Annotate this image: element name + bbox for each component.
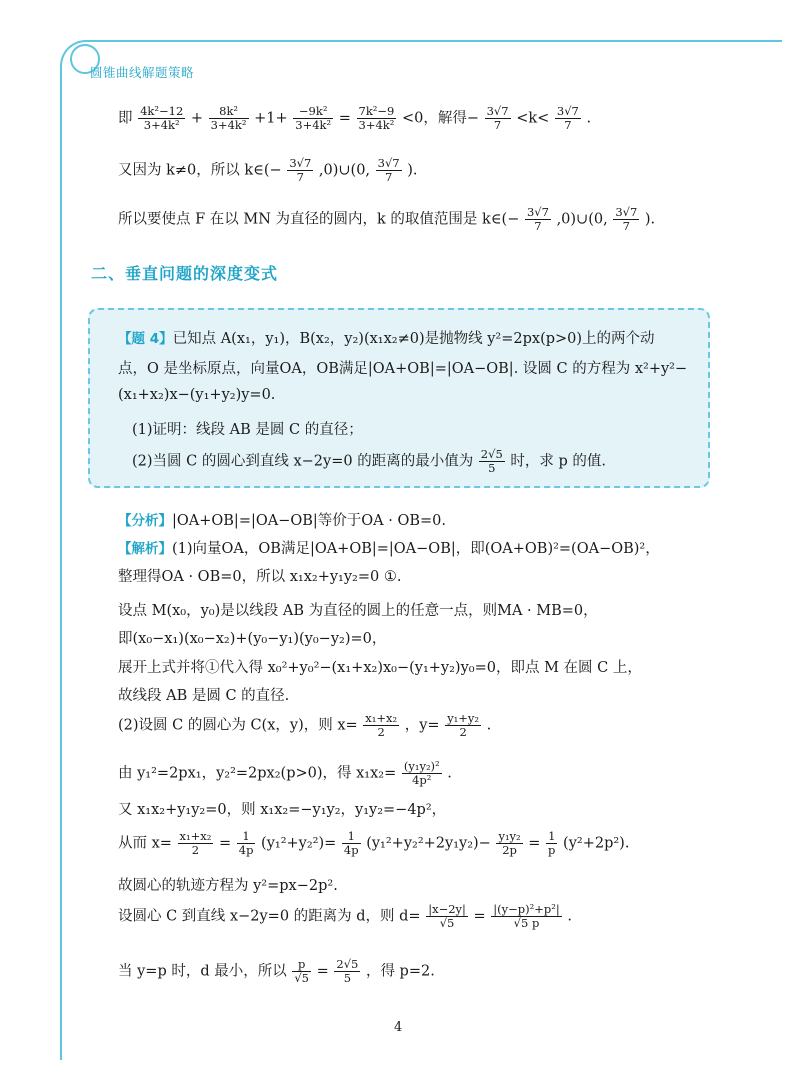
solution-line-8 — [118, 760, 452, 787]
text: +1+ — [254, 110, 288, 127]
text: ，得 p=2. — [365, 963, 435, 980]
problem-tag: 【题 4】 — [118, 331, 173, 347]
text: 已知点 A(x₁，y₁)，B(x₂，y₂)(x₁x₂≠0)是抛物线 y²=2px(p>0)上的两个动 — [172, 331, 655, 347]
fraction: $\frac{\text{x₁+x₂}}{2}$ — [365, 711, 398, 739]
solution-line-9: 又 x₁x₂+y₁y₂=0，则 x₁x₂=−y₁y₂，y₁y₂=−4p²， — [118, 802, 447, 818]
solution-line-13 — [118, 958, 435, 985]
text: . — [586, 110, 592, 127]
text: ). — [407, 162, 418, 179]
fraction: $\frac{\text{(y₁y₂)²}}{\text{4p²}}$ — [403, 759, 440, 787]
fraction: $\frac{p}{√5}$ — [294, 957, 309, 985]
text-line-2 — [118, 157, 418, 184]
text: = — [528, 835, 541, 852]
text: ,0)∪(0, — [318, 162, 371, 179]
text: (1)向量OA，OB满足|OA+OB|=|OA−OB|，即(OA+OB)²=(OA−OB)²， — [172, 541, 660, 557]
text: |OA+OB|=|OA−OB|等价于OA · OB=0. — [172, 513, 447, 529]
text: (2)当圆 C 的圆心到直线 x−2y=0 的距离的最小值为 — [132, 453, 474, 470]
solution-line-3: 设点 M(x₀，y₀)是以线段 AB 为直径的圆上的任意一点，则MA · MB=0， — [118, 603, 598, 619]
running-header: 圆锥曲线解题策略 — [90, 65, 195, 80]
fraction: $\frac{2√5}{5}$ — [336, 957, 359, 985]
solution-line-4: 即(x₀−x₁)(x₀−x₂)+(y₀−y₁)(y₀−y₂)=0， — [118, 631, 387, 647]
problem-question-1: (1)证明：线段 AB 是圆 C 的直径； — [132, 422, 363, 438]
text: ，y= — [404, 717, 440, 734]
fraction: $\frac{\text{4k²−12}}{\text{3+4k²}}$ — [140, 104, 184, 132]
text: = — [338, 110, 351, 127]
solution-tag: 【解析】 — [118, 541, 172, 557]
text: (y₁²+y₂²)= — [261, 835, 337, 852]
solution-line-12 — [118, 903, 572, 930]
fraction: $\frac{\text{|(y−p)²+p²|}}{√5 p}$ — [493, 902, 560, 930]
problem-line-1 — [118, 327, 655, 348]
text: 所以要使点 F 在以 MN 为直径的圆内，k 的取值范围是 k∈(− — [118, 211, 520, 228]
text: 当 y=p 时，d 最小，所以 — [118, 963, 287, 980]
fraction: $\frac{3√7}{7}$ — [289, 156, 312, 184]
fraction: $\frac{3√7}{7}$ — [556, 104, 579, 132]
fraction: $\frac{\text{x₁+x₂}}{2}$ — [179, 829, 212, 857]
fraction: $\frac{\text{y₁y₂}}{2p}$ — [498, 829, 521, 857]
text-line-3 — [118, 206, 655, 233]
text: . — [447, 765, 452, 782]
analysis-tag: 【分析】 — [118, 513, 172, 529]
solution-line-2: 整理得OA · OB=0，所以 x₁x₂+y₁y₂=0 ①. — [118, 569, 402, 585]
fraction: $\frac{\text{8k²}}{\text{3+4k²}}$ — [210, 104, 247, 132]
text: + — [190, 110, 204, 127]
fraction: $\frac{1}{4p}$ — [238, 829, 254, 857]
text: . — [486, 717, 492, 734]
fraction: $\frac{1}{p}$ — [548, 829, 556, 857]
text: (y²+2p²). — [563, 835, 630, 852]
text: = — [473, 908, 486, 925]
problem-question-2 — [132, 448, 606, 475]
fraction: $\frac{2√5}{5}$ — [480, 447, 503, 475]
text-line-1 — [118, 105, 591, 132]
text: 设圆心 C 到直线 x−2y=0 的距离为 d，则 d= — [118, 908, 421, 925]
text: 时，求 p 的值. — [510, 453, 606, 470]
fraction: $\frac{\text{y₁+y₂}}{2}$ — [447, 711, 480, 739]
text: 从而 x= — [118, 835, 172, 852]
text: 即 — [118, 110, 133, 127]
solution-line-1 — [118, 537, 660, 558]
fraction: $\frac{|x-2y|}{√5}$ — [428, 902, 466, 930]
problem-line-2: 点，O 是坐标原点，向量OA，OB满足|OA+OB|=|OA−OB|. 设圆 C 的方程为 x²+y²− — [118, 361, 688, 377]
problem-line-3: (x₁+x₂)x−(y₁+y₂)y=0. — [118, 387, 276, 403]
solution-line-5: 展开上式并将①代入得 x₀²+y₀²−(x₁+x₂)x₀−(y₁+y₂)y₀=0，即点 M 在圆 C 上， — [118, 660, 642, 676]
fraction: $\frac{3√7}{7}$ — [526, 205, 549, 233]
text: (y₁²+y₂²+2y₁y₂)− — [366, 835, 491, 852]
fraction: $\frac{\text{7k²−9}}{\text{3+4k²}}$ — [358, 104, 395, 132]
text: 由 y₁²=2px₁，y₂²=2px₂(p>0)，得 x₁x₂= — [118, 765, 397, 782]
solution-line-6: 故线段 AB 是圆 C 的直径. — [118, 688, 290, 704]
text: = — [218, 835, 232, 852]
section-title: 二、垂直问题的深度变式 — [91, 264, 279, 283]
solution-line-10 — [118, 830, 629, 857]
solution-line-11: 故圆心的轨迹方程为 y²=px−2p². — [118, 878, 338, 894]
text: (2)设圆 C 的圆心为 C(x，y)，则 x= — [118, 717, 358, 734]
text: <0，解得− — [401, 110, 479, 127]
page-number: 4 — [394, 1020, 403, 1035]
fraction: $\frac{3√7}{7}$ — [615, 205, 638, 233]
analysis-line — [118, 509, 446, 530]
fraction: $\frac{3√7}{7}$ — [377, 156, 400, 184]
text: . — [567, 908, 572, 925]
text: = — [316, 963, 329, 980]
fraction: $\frac{3√7}{7}$ — [486, 104, 509, 132]
solution-line-7 — [118, 712, 491, 739]
text: 又因为 k≠0，所以 k∈(− — [118, 162, 282, 179]
fraction: $\frac{\text{−9k²}}{\text{3+4k²}}$ — [295, 104, 332, 132]
text: ,0)∪(0, — [556, 211, 608, 228]
fraction: $\frac{1}{4p}$ — [343, 829, 359, 857]
text: <k< — [516, 110, 550, 127]
text: ). — [644, 211, 656, 228]
